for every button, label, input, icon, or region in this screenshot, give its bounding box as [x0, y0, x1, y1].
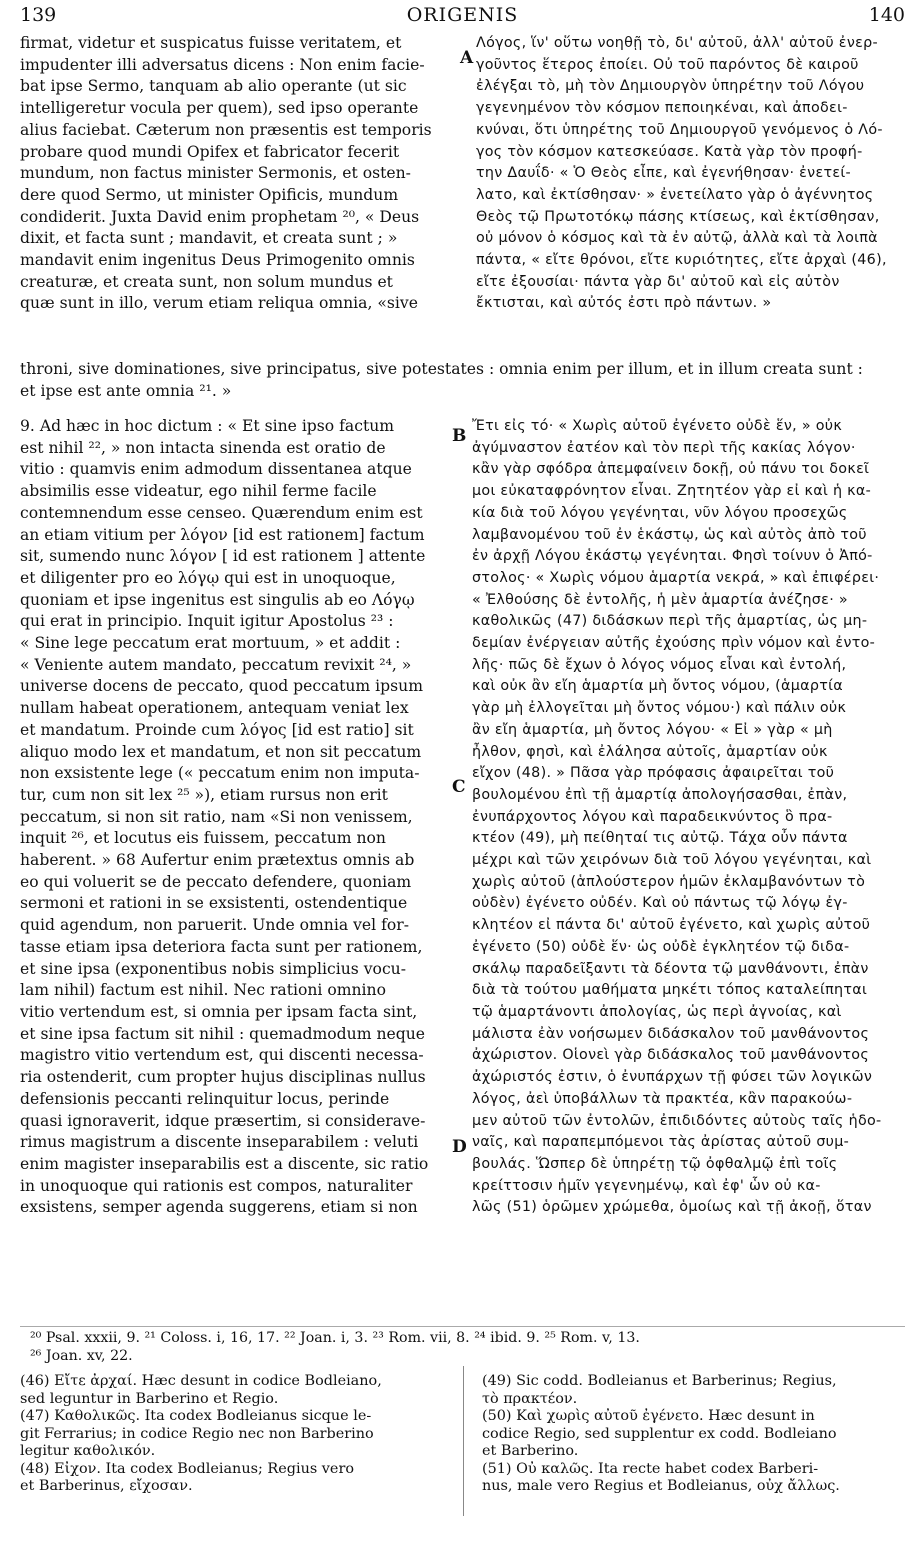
greek-b-line: καθολικῶς (47) διδάσκων περὶ τῆς ἁμαρτίας, ὡς μη- [472, 613, 868, 630]
latin-a-line: quæ sunt in illo, verum etiam reliqua omnia, «sive [20, 294, 418, 313]
latin-b-line: universe docens de peccato, quod peccatum ipsum [20, 677, 423, 696]
greek-b-line: βουλομένου ἐπὶ τῇ ἁμαρτίᾳ ἀπολογήσασθαι, ἐπὰν, [472, 786, 848, 803]
latin-b-line: « Veniente autem mandato, peccatum revixit ²⁴, » [20, 655, 412, 674]
greek-b-line: λαμβανομένου τοῦ ἐν ἑκάστῳ, ὡς καὶ αὐτὸς ἀπὸ τοῦ [472, 526, 867, 543]
greek-b-line: μεν αὐτοῦ τῶν ἐντολῶν, ἐπιδιδόντες αὐτοὺς ταῖς ἡδο- [472, 1112, 882, 1129]
footnote-divider [20, 1326, 905, 1327]
greek-b-line: μέχρι καὶ τῶν χειρόνων διὰ τοῦ λόγου γεγένηται, καὶ [472, 852, 872, 869]
latin-a-line: bat ipse Sermo, tanquam ab alio operante (ut sic [20, 77, 407, 96]
latin-b-line: magistro vitio vertendum est, qui discenti necessa- [20, 1046, 424, 1065]
greek-b-line: βουλάς. Ὥσπερ δὲ ὑπηρέτῃ τῷ ὀφθαλμῷ ἐπὶ τοῖς [472, 1155, 838, 1172]
notes-left-line: et Barberinus, εἴχοσαν. [20, 1478, 193, 1494]
greek-b-line: σκάλῳ παραδεῖξαντι τὰ δέοντα τῷ μανθάνοντι, ἐπὰν [472, 960, 869, 977]
page-number-right: 140 [868, 4, 905, 26]
latin-b-line: defensionis peccanti relinquitur locus, perinde [20, 1089, 390, 1108]
greek-b-line: μοι εὐκαταφρόνητον εἶναι. Ζητητέον γὰρ εἰ καὶ ἡ κα- [472, 483, 872, 500]
latin-b-line: absimilis esse videatur, ego nihil ferme facile [20, 482, 377, 501]
greek-b-line: κἂν γὰρ σφόδρα ἀπεμφαίνειν δοκῇ, οὐ πάνυ τοι δοκεῖ [472, 461, 870, 478]
greek-column-b [472, 416, 908, 1219]
span-a-line: throni, sive dominationes, sive principatus, sive potestates : omnia enim per illum, et in illum creata sunt : [20, 360, 863, 378]
latin-a-line: creaturæ, et creata sunt, non solum mundus et [20, 272, 393, 291]
notes-right-line: (51) Οὐ καλῶς. Ita recte habet codex Barberi- [482, 1460, 819, 1477]
greek-b-line: καὶ οὐκ ἂν εἴη ἁμαρτία μὴ ὄντος νόμου, (ἁμαρτία [472, 678, 844, 695]
greek-b-line: στολος· « Χωρὶς νόμου ἁμαρτία νεκρά, » καὶ ἐπιφέρει· [472, 569, 880, 586]
greek-a-line: ἔκτισται, καὶ αὐτός ἐστι πρὸ πάντων. » [476, 295, 772, 312]
greek-b-line: μάλιστα ἐὰν νοήσωμεν διδάσκαλον τοῦ μανθάνοντος [472, 1025, 870, 1042]
latin-a-line: impudenter illi adversatus dicens : Non enim facie- [20, 55, 425, 74]
greek-b-line: χωρὶς αὐτοῦ (ἁπλούστερον ἡμῶν ἐκλαμβανόντων τὸ [472, 873, 866, 890]
notes-right-line: nus, male vero Regius et Bodleianus, οὐχ ἄλλως. [482, 1478, 840, 1494]
greek-b-line: γὰρ μὴ ἐλλογεῖται μὴ ὄντος νόμου·) καὶ πάλιν οὐκ [472, 700, 847, 717]
span-a-line: et ipse est ante omnia ²¹. » [20, 381, 232, 400]
latin-b-line: exsistens, semper agenda suggerens, etiam si non [20, 1198, 418, 1217]
latin-full-width-lines [20, 359, 910, 402]
latin-a-line: intelligeretur vocula per quem), sed ipso operante [20, 99, 419, 118]
latin-b-line: tasse etiam ipsa deteriora facta sunt per rationem, [20, 937, 423, 956]
greek-a-line: ἐλέγξαι τὸ, μὴ τὸν Δημιουργὸν ὑπηρέτην τοῦ Λόγου [476, 78, 865, 95]
greek-a-line: εἴτε ἐξουσίαι· πάντα γὰρ δι' αὐτοῦ καὶ εἰς αὐτὸν [476, 273, 840, 290]
latin-b-line: quoniam et ipse ingenitus est singulis ab eo Λόγῳ [20, 590, 415, 609]
footnotes-right [482, 1373, 912, 1496]
latin-a-line: dixit, et facta sunt ; mandavit, et creata sunt ; » [20, 229, 398, 248]
latin-a-line: dere quod Sermo, ut minister Opificis, mundum [20, 185, 399, 204]
greek-b-line: ἂν εἴη ἁμαρτία, μὴ ὄντος λόγου· « Εἰ » γὰρ « μὴ [472, 721, 833, 738]
latin-b-line: quid agendum, non paruerit. Unde omnia vel for- [20, 916, 409, 935]
greek-b-line: ἦλθον, φησὶ, καὶ ἐλάλησα αὐτοῖς, ἁμαρτίαν οὐκ [472, 743, 828, 760]
greek-b-line: δεμίαν ἐνέργειαν αὐτῆς ἐχούσης πρὶν νόμον καὶ ἐντο- [472, 635, 876, 652]
latin-b-line: aliquo modo lex et mandatum, et non sit peccatum [20, 742, 422, 761]
latin-a-line: probare quod mundi Opifex et fabricator fecerit [20, 142, 400, 161]
latin-a-line: mundum, non factus minister Sermonis, et osten- [20, 164, 411, 183]
greek-a-line: κνύναι, ὅτι ὑπηρέτης τοῦ Δημιουργοῦ γενόμενος ὁ Λό- [476, 121, 883, 138]
greek-b-line: κία διὰ τοῦ λόγου γεγένηται, νῦν λόγου προσεχῶς [472, 504, 848, 521]
latin-b-line: sit, sumendo nunc λόγον [ id est rationem ] attente [20, 547, 426, 566]
greek-b-line: κλητέον εἰ πάντα δι' αὐτοῦ ἐγένετο, καὶ χωρὶς αὐτοῦ [472, 917, 871, 934]
footnotes-left [20, 1373, 460, 1496]
notes-left-line: sed leguntur in Barberino et Regio. [20, 1390, 279, 1407]
section-marker-a: A [460, 48, 474, 68]
notes-left-line: (47) Καθολικῶς. Ita codex Bodleianus sicque le- [20, 1408, 372, 1424]
latin-b-line: inquit ²⁶, et locutus eis fuissem, peccatum non [20, 829, 386, 848]
latin-b-line: haberent. » 68 Aufertur enim prætextus omnis ab [20, 851, 415, 870]
section-marker-b: B [452, 426, 467, 446]
notes-left-line: git Ferrarius; in codice Regio nec non Barberino [20, 1425, 374, 1442]
section-marker-c: C [452, 777, 466, 797]
running-header [20, 4, 905, 30]
greek-a-line: γος τὸν κόσμον κατεσκεύασε. Κατὰ γὰρ τὸν προφή- [476, 143, 863, 160]
greek-a-line: Λόγος, ἵν' οὕτω νοηθῇ τὸ, δι' αὐτοῦ, ἀλλ' αὐτοῦ ἐνερ- [476, 35, 878, 51]
latin-b-line: quasi ignoraverit, idque præsertim, si considerave- [20, 1111, 426, 1130]
greek-b-line: ναῖς, καὶ παραπεμπόμενοι τὰς ἀρίστας αὐτοῦ συμ- [472, 1134, 850, 1151]
notes-right-line: (50) Καὶ χωρὶς αὐτοῦ ἐγένετο. Hæc desunt in [482, 1408, 815, 1424]
greek-a-line: γεγενημένον τὸν κόσμον πεποιηκέναι, καὶ ἀποδει- [476, 100, 848, 117]
greek-b-line: ἀγύμναστον ἐατέον καὶ τὸν περὶ τῆς κακίας λόγον· [472, 439, 856, 456]
greek-b-line: ἀχώριστός ἐστιν, ὁ ἐνυπάρχων τῇ φύσει τῶν λογικῶν [472, 1069, 873, 1086]
greek-b-line: κτέον (49), μὴ πείθηταί τις αὐτῷ. Τάχα οὖν πάντα [472, 830, 848, 847]
latin-a-line: alius faciebat. Cæterum non præsentis est temporis [20, 120, 432, 139]
scripture-references [30, 1329, 910, 1365]
greek-b-line: λῶς (51) ὁρῶμεν χρώμεθα, ὁμοίως καὶ τῇ ἀκοῇ, ὅταν [472, 1199, 872, 1216]
latin-column-a [20, 33, 460, 315]
latin-b-line: et sine ipsa factum sit nihil : quemadmodum neque [20, 1024, 425, 1043]
greek-b-line: ἐγένετο (50) οὐδὲ ἕν· ὡς οὐδὲ ἐγκλητέον τῷ διδα- [472, 938, 850, 955]
greek-a-line: την Δαυΐδ· « Ὁ Θεὸς εἶπε, καὶ ἐγενήθησαν· ἐνετεί- [476, 165, 852, 182]
latin-column-b [20, 416, 452, 1219]
latin-b-line: « Sine lege peccatum erat mortuum, » et addit : [20, 634, 401, 653]
latin-b-line: et diligenter pro eo λόγῳ qui est in unoquoque, [20, 568, 396, 587]
greek-a-line: πάντα, « εἴτε θρόνοι, εἴτε κυριότητες, εἴτε ἀρχαὶ (46), [476, 252, 887, 269]
greek-a-line: γοῦντος ἕτερος ἐποίει. Οὐ τοῦ παρόντος δὲ καιροῦ [476, 56, 859, 73]
refs-line: ²⁰ Psal. xxxii, 9. ²¹ Coloss. i, 16, 17. ²² Joan. i, 3. ²³ Rom. vii, 8. ²⁴ ibid. 9. ²⁵ Rom. v, 13. [30, 1330, 640, 1346]
notes-left-line: (46) Εἴτε ἀρχαί. Hæc desunt in codice Bodleiano, [20, 1373, 382, 1389]
latin-a-line: condiderit. Juxta David enim prophetam ²⁰, « Deus [20, 207, 420, 226]
latin-b-line: qui erat in principio. Inquit igitur Apostolus ²³ : [20, 612, 394, 631]
latin-b-line: sermoni et rationi in se exsistenti, ostendentique [20, 894, 408, 913]
notes-right-line: (49) Sic codd. Bodleianus et Barberinus; Regius, [482, 1373, 837, 1389]
greek-column-a [476, 33, 906, 315]
greek-b-line: εἴχον (48). » Πᾶσα γὰρ πρόφασις ἀφαιρεῖται τοῦ [472, 765, 835, 782]
greek-b-line: λόγος, ἀεὶ ὑποβάλλων τὰ πρακτέα, κἂν παρακούω- [472, 1090, 853, 1107]
greek-b-line: ἐνυπάρχοντος λόγου καὶ παραδεικνύντος ὃ πρα- [472, 808, 833, 825]
latin-b-line: tur, cum non sit lex ²⁵ »), etiam rursus non erit [20, 785, 388, 804]
greek-b-line: διὰ τὰ τούτου μαθήματα μηκέτι τόπος καταλείπηται [472, 982, 868, 999]
latin-b-line: vitio : quamvis enim admodum dissentanea atque [20, 460, 412, 479]
notes-left-line: (48) Εἶχον. Ita codex Bodleianus; Regius vero [20, 1460, 354, 1477]
latin-b-line: et sine ipsa (exponentibus nobis simplicius vocu- [20, 959, 406, 978]
notes-right-line: τὸ πρακτέον. [482, 1390, 578, 1407]
notes-right-line: codice Regio, sed supplentur ex codd. Bodleiano [482, 1425, 837, 1442]
greek-a-line: οὐ μόνον ὁ κόσμος καὶ τὰ ἐν αὐτῷ, ἀλλὰ καὶ τὰ λοιπὰ [476, 230, 878, 247]
latin-b-line: vitio vertendum est, si omnia per ipsam facta sint, [20, 1002, 418, 1021]
running-title: ORIGENIS [406, 4, 519, 26]
notes-left-line: legitur καθολικόν. [20, 1443, 156, 1459]
latin-b-line: peccatum, si non sit ratio, nam «Si non venissem, [20, 807, 413, 826]
greek-b-line: Ἔτι εἰς τό· « Χωρὶς αὐτοῦ ἐγένετο οὐδὲ ἕν, » οὐκ [472, 418, 843, 434]
greek-b-line: ἐν ἀρχῇ Λόγου ἑκάστῳ γεγένηται. Φησὶ τοίνυν ὁ Ἀπό- [472, 548, 873, 565]
greek-a-line: λατο, καὶ ἐκτίσθησαν· » ἐνετείλατο γὰρ ὁ ἀγέννητος [476, 186, 874, 203]
footnote-column-rule [463, 1366, 464, 1516]
latin-b-line: et mandatum. Proinde cum λόγος [id est ratio] sit [20, 720, 414, 739]
latin-b-line: 9. Ad hæc in hoc dictum : « Et sine ipso factum [20, 417, 395, 435]
greek-b-line: λῆς· πῶς δὲ ἔχων ὁ λόγος νόμος εἶναι καὶ ἐντολή, [472, 656, 847, 673]
greek-a-line: Θεὸς τῷ Πρωτοτόκῳ πάσης κτίσεως, καὶ ἐκτίσθησαν, [476, 208, 880, 225]
latin-b-line: est nihil ²², » non intacta sinenda est oratio de [20, 438, 386, 457]
latin-b-line: enim magister inseparabilis est a discente, sic ratio [20, 1154, 429, 1173]
page-number-left: 139 [20, 4, 57, 26]
greek-b-line: « Ἐλθούσης δὲ ἐντολῆς, ἡ μὲν ἁμαρτία ἀνέζησε· » [472, 591, 848, 608]
greek-b-line: τῷ ἁμαρτάνοντι ἀπολογίας, ὡς περὶ ἀγνοίας, καὶ [472, 1003, 842, 1020]
latin-b-line: an etiam vitium per λόγον [id est rationem] factum [20, 525, 425, 544]
latin-a-line: mandavit enim ingenitus Deus Primogenito omnis [20, 251, 415, 270]
latin-b-line: non exsistente lege (« peccatum enim non imputa- [20, 764, 420, 783]
latin-b-line: contemnendum esse censeo. Quærendum enim est [20, 503, 423, 522]
refs-line: ²⁶ Joan. xv, 22. [30, 1348, 133, 1364]
greek-b-line: οὐδὲν) ἐγένετο οὐδέν. Καὶ οὐ πάντως τῷ λόγῳ ἐγ- [472, 895, 848, 912]
latin-b-line: nullam habeat operationem, antequam veniat lex [20, 699, 409, 718]
latin-b-line: rimus magistrum a discente inseparabilem : veluti [20, 1133, 419, 1152]
greek-b-line: κρείττοσιν ἡμῖν γεγενημένῳ, καὶ ἐφ' ὧν οὐ κα- [472, 1177, 821, 1194]
latin-b-line: ria ostenderit, cum propter hujus disciplinas nullus [20, 1068, 426, 1087]
greek-b-line: ἀχώριστον. Οἱονεὶ γὰρ διδάσκαλος τοῦ μανθάνοντος [472, 1047, 870, 1064]
latin-b-line: eo qui voluerit se de peccato defendere, quoniam [20, 872, 412, 891]
latin-b-line: lam nihil) factum est nihil. Nec rationi omnino [20, 981, 386, 1000]
section-marker-d: D [452, 1137, 467, 1157]
notes-right-line: et Barberino. [482, 1443, 579, 1459]
latin-b-line: in unoquoque qui rationis est compos, naturaliter [20, 1176, 413, 1195]
latin-a-line: firmat, videtur et suspicatus fuisse veritatem, et [20, 34, 402, 52]
